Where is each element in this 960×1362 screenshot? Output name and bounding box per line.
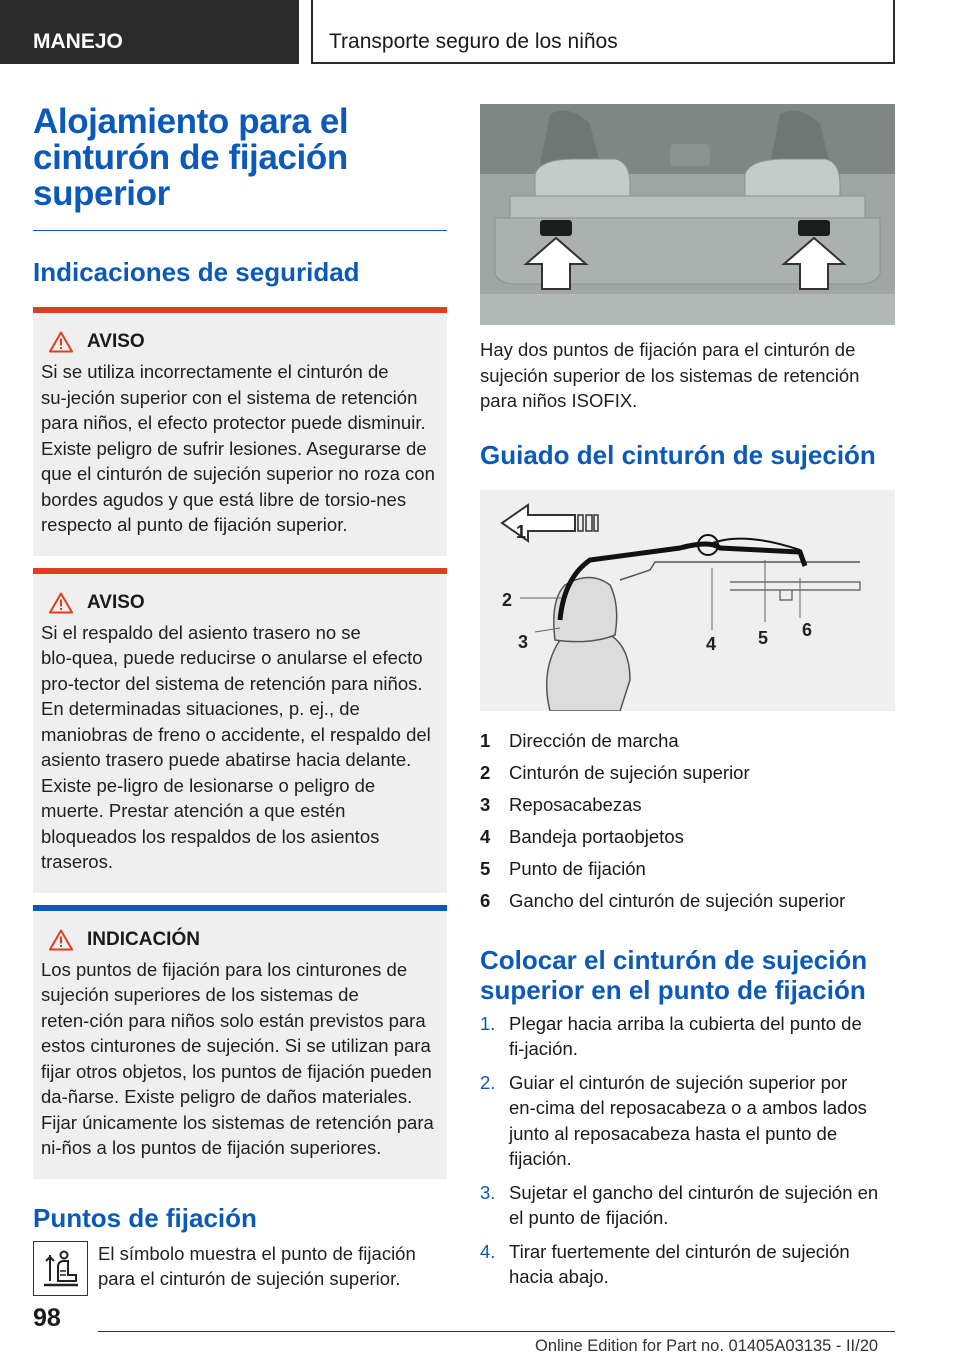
diagram-label-3: 3 xyxy=(518,631,529,652)
warning-label-2: AVISO xyxy=(87,591,145,613)
legend-item: 1 Dirección de marcha xyxy=(480,729,679,751)
legend-item: 6 Gancho del cinturón de sujeción superior xyxy=(480,889,846,911)
warning-title-2 xyxy=(49,592,439,614)
left-column xyxy=(33,104,447,1296)
page-title: Alojamiento para el cinturón de fijación superior xyxy=(33,102,349,213)
right-column xyxy=(480,104,895,1298)
rear-seat-photo xyxy=(480,104,895,325)
belt-routing-diagram xyxy=(480,490,895,711)
step-item: 3. Sujetar el gancho del cinturón de sujeción en el punto de fijación. xyxy=(480,1181,879,1228)
legend-list xyxy=(480,725,895,917)
chapter-label: Transporte seguro de los niños xyxy=(329,30,618,53)
footer-divider xyxy=(98,1331,895,1332)
section-label: MANEJO xyxy=(33,30,123,53)
warning-text-1: Si se utiliza incorrectamente el cinturón de su‑jeción superior con el sistema de retención para niños, el efecto protector puede disminuir. Existe peligro de sufrir lesiones. Asegurarse de que el cinturón de sujeción superior no roza con bordes agudos y que está libre de torsio‑nes respecto al punto de fijación superior. xyxy=(41,361,435,535)
note-text: Los puntos de fijación para los cinturones de sujeción superiores de los sistemas de reten‑ción para niños solo están previstos para estos cinturones de sujeción. Si se utilizan para fijar otros objetos, los puntos de fijación pueden da‑ñarse. Existe peligro de daños materiales. Fijar únicamente los sistemas de retención para ni‑ños a los puntos de fijación superiores. xyxy=(41,958,434,1158)
warning-label-1: AVISO xyxy=(87,331,145,352)
child-seat-anchor-icon xyxy=(33,1241,88,1296)
warning-title-1 xyxy=(49,331,439,353)
note-title xyxy=(49,929,439,951)
warning-triangle-icon xyxy=(49,592,73,614)
legend-item: 4 Bandeja portaobjetos xyxy=(480,825,684,847)
warning-text-2: Si el respaldo del asiento trasero no se blo‑quea, puede reducirse o anularse el efecto pro‑tector del sistema de retención para niños. En determinadas situaciones, p. ej., de maniobras de freno o accidente, el respaldo del asiento trasero puede abatirse hacia delante. Existe pe‑ligro de lesionarse o peligro de muerte. Prestar atención a que estén bloqueados los respaldos de los asientos traseros. xyxy=(41,621,431,872)
title-divider xyxy=(33,230,447,231)
page-number: 98 xyxy=(33,1304,61,1332)
steps-list xyxy=(480,1011,895,1290)
step-item: 2. Guiar el cinturón de sujeción superior por en‑cima del reposacabeza o a ambos lados junto al reposacabeza hasta el punto de fijación. xyxy=(480,1071,867,1169)
anchor-text: El símbolo muestra el punto de fijación para el cinturón de sujeción superior. xyxy=(98,1242,416,1289)
warning-triangle-icon xyxy=(49,929,73,951)
section-tab xyxy=(0,0,299,64)
diagram-label-5: 5 xyxy=(758,627,769,648)
step-item: 4. Tirar fuertemente del cinturón de sujeción hacia abajo. xyxy=(480,1240,850,1287)
place-heading: Colocar el cinturón de sujeción superior en el punto de fijación xyxy=(480,944,868,1005)
warning-box-1 xyxy=(33,307,447,556)
step-item: 1. Plegar hacia arriba la cubierta del punto de fi‑jación. xyxy=(480,1012,862,1059)
anchor-heading: Puntos de fijación xyxy=(33,1202,257,1233)
guide-heading: Guiado del cinturón de sujeción xyxy=(480,439,876,470)
safety-heading: Indicaciones de seguridad xyxy=(33,257,360,287)
diagram-label-4: 4 xyxy=(706,633,717,654)
warning-triangle-icon xyxy=(49,331,73,353)
warning-box-2 xyxy=(33,568,447,893)
legend-item: 5 Punto de fijación xyxy=(480,857,646,879)
legend-item: 3 Reposacabezas xyxy=(480,793,642,815)
diagram-label-1: 1 xyxy=(516,521,527,542)
anchor-row xyxy=(33,1241,447,1296)
diagram-label-2: 2 xyxy=(502,589,513,610)
diagram-label-6: 6 xyxy=(802,619,813,640)
note-label: INDICACIÓN xyxy=(87,928,200,950)
legend-item: 2 Cinturón de sujeción superior xyxy=(480,761,750,783)
chapter-tab xyxy=(311,0,895,64)
edition-note: Online Edition for Part no. 01405A03135 - II/20 xyxy=(535,1337,879,1355)
note-box xyxy=(33,905,447,1179)
photo-caption: Hay dos puntos de fijación para el cinturón de sujeción superior de los sistemas de retención para niños ISOFIX. xyxy=(480,339,860,411)
direction-arrow-icon xyxy=(502,505,575,541)
